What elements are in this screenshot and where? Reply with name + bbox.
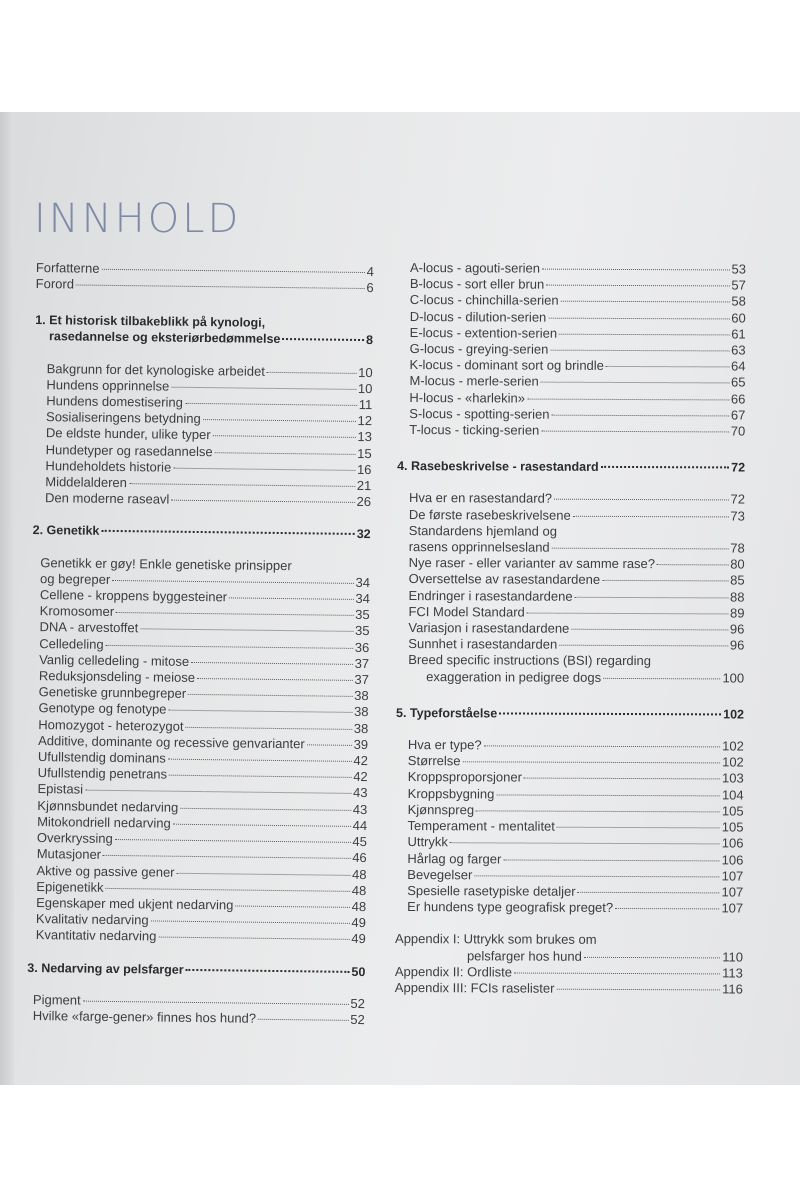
toc-entry-title: Hundetyper og rasedannelse — [45, 441, 213, 459]
leader-dots — [496, 794, 720, 796]
toc-entry-title: Forord — [35, 276, 75, 292]
toc-entry-title: Spesielle rasetypiske detaljer — [407, 882, 576, 899]
toc-entry-title: De første rasebeskrivelsene — [408, 506, 571, 523]
leader-dots — [180, 807, 351, 810]
leader-dots — [602, 580, 728, 582]
leader-dots — [578, 892, 720, 894]
toc-entry-page: 64 — [731, 358, 746, 374]
toc-entry-page: 67 — [730, 407, 746, 423]
toc-entry-title: Sosialiseringens betydning — [45, 409, 201, 427]
toc-entry — [409, 507, 745, 525]
toc-entry — [408, 770, 744, 788]
leader-dots — [173, 468, 355, 471]
toc-entry-page: 113 — [722, 965, 743, 981]
toc-entry-page: 102 — [722, 754, 744, 770]
leader-dots — [615, 908, 719, 909]
toc-entry-title: Hva er type? — [407, 737, 482, 753]
toc-entry-page: 4 — [366, 264, 374, 280]
leader-dots — [557, 827, 720, 829]
toc-entry-title: H-locus - «harlekin» — [409, 389, 526, 406]
toc-entry — [408, 636, 744, 654]
toc-entry-title: Celledeling — [39, 635, 104, 652]
toc-entry: pelsfarger hos hund 110 — [466, 947, 743, 965]
leader-dots — [171, 386, 356, 389]
toc-right-column — [395, 260, 746, 998]
toc-entry — [409, 572, 745, 590]
chapter-5-list — [395, 737, 744, 917]
toc-entry-title: Vanlig celledeling - mitose — [39, 651, 190, 669]
toc-entry-page: 15 — [357, 445, 372, 461]
toc-entry-page: 37 — [354, 655, 370, 671]
toc-entry-title: E-locus - extention-serien — [409, 324, 558, 341]
toc-entry-page: 116 — [722, 981, 743, 997]
toc-entry-title: Hundens domestisering — [46, 393, 183, 410]
toc-entry-title: Hva er en rasestandard? — [408, 490, 553, 507]
leader-dots — [115, 839, 351, 843]
toc-entry-title: Hårlag og farger — [407, 850, 502, 866]
leader-dots — [571, 629, 728, 631]
toc-entry — [410, 341, 746, 359]
toc-entry-page: 57 — [731, 277, 746, 293]
toc-entry-page: 36 — [354, 639, 370, 655]
leader-dots — [657, 564, 728, 565]
toc-entry-title: Homozygot - heterozygot — [38, 716, 184, 734]
toc-entry-title: Middelalderen — [45, 474, 128, 491]
toc-entry-title: Kvalitativ nedarving — [35, 911, 149, 928]
leader-dots — [548, 317, 729, 319]
leader-dots — [559, 334, 729, 336]
toc-entry-title: Oversettelse av rasestandardene — [408, 571, 601, 588]
locus-list — [397, 260, 746, 440]
toc-entry-page: 103 — [722, 770, 744, 786]
toc-entry-page: 107 — [721, 900, 744, 916]
leader-dots — [527, 398, 729, 400]
appendix-1-line1: Appendix I: Uttrykk som brukes om — [395, 931, 597, 948]
toc-entry — [33, 1008, 365, 1028]
leader-dots — [575, 596, 728, 598]
leader-dots — [103, 855, 350, 859]
leader-dots — [267, 371, 356, 373]
toc-entry — [410, 357, 746, 375]
toc-entry — [407, 818, 743, 836]
toc-entry-title: Hundeholdets historie — [45, 457, 172, 475]
toc-entry-page: 80 — [730, 556, 745, 572]
toc-entry — [410, 260, 746, 278]
toc-entry-page: 38 — [353, 720, 369, 736]
toc-entry — [408, 753, 744, 771]
toc-entry: exaggeration in pedigree dogs 100 — [426, 668, 745, 686]
toc-entry-page: 16 — [356, 461, 372, 477]
toc-entry — [410, 276, 746, 294]
chapter-4-heading: 4. Rasebeskrivelse - rasestandard 72 — [397, 459, 746, 475]
leader-dots — [229, 597, 353, 600]
leader-dots — [541, 431, 728, 433]
chapter-2-list — [36, 587, 370, 947]
toc-entry-title: FCI Model Standard — [408, 603, 525, 620]
toc-entry-page: 49 — [351, 915, 367, 931]
toc-entry-page: 107 — [721, 884, 744, 900]
leader-dots — [116, 612, 353, 616]
toc-entry-page: 104 — [721, 787, 744, 803]
toc-entry-title: Variasjon i rasestandardene — [408, 620, 570, 636]
toc-entry-page: 105 — [721, 819, 744, 835]
toc-entry-title: Genetiske grunnbegreper — [38, 684, 187, 702]
toc-entry-title: Additive, dominante og recessive genvarianter — [38, 732, 305, 752]
toc-entry-page: 11 — [358, 396, 373, 413]
toc-entry-title: Endringer i rasestandardene — [408, 587, 573, 604]
toc-entry-title: Er hundens type geografisk preget? — [407, 899, 614, 916]
book-page-photo — [0, 112, 800, 1085]
toc-entry-page: 38 — [353, 704, 369, 720]
toc-entry — [410, 309, 746, 327]
toc-entry-line1: Standardens hjemland og — [408, 522, 558, 539]
toc-entry-page: 21 — [356, 477, 372, 494]
leader-dots — [463, 762, 721, 764]
leader-dots — [191, 662, 352, 665]
toc-entry — [409, 373, 745, 391]
toc-entry-page: 72 — [730, 491, 745, 507]
chapter-1-title-line1: 1. Et historisk tilbakeblikk på kynologi, — [35, 313, 266, 331]
toc-entry-page: 46 — [352, 850, 367, 866]
leader-dots — [546, 285, 729, 287]
leader-dots — [151, 921, 350, 924]
toc-entry-page: 35 — [355, 607, 370, 623]
toc-entry-title: Ufullstendig penetrans — [37, 765, 168, 782]
toc-entry-title: Kjønnspreg — [407, 801, 475, 818]
toc-entry-page: 10 — [358, 364, 373, 380]
toc-entry-title: Ufullstendig dominans — [37, 749, 166, 766]
leader-dots — [158, 937, 349, 940]
toc-entry-page: 61 — [731, 326, 746, 342]
toc-entry-title: G-locus - greying-serien — [409, 341, 549, 357]
leader-dots — [169, 775, 351, 778]
toc-entry-page: 96 — [729, 637, 745, 653]
show-through-text — [500, 157, 730, 197]
chapter-3-heading: 3. Nedarving av pelsfarger 50 — [27, 960, 366, 979]
toc-entry-title: Hvilke «farge-gener» finnes hos hund? — [32, 1007, 257, 1026]
leader-dots — [258, 1019, 348, 1021]
toc-entry-title: Kromosomer — [39, 603, 115, 620]
leader-dots — [554, 499, 728, 501]
front-matter-list — [36, 260, 374, 297]
toc-entry — [408, 604, 744, 622]
leader-dots — [215, 452, 356, 455]
toc-entry-title: De eldste hunder, ulike typer — [45, 425, 211, 443]
toc-entry — [407, 867, 743, 885]
toc-left-column — [27, 260, 374, 1028]
toc-entry-title: Forfatterne — [35, 260, 100, 276]
leader-dots — [235, 905, 349, 907]
toc-entry-page: 45 — [352, 834, 368, 850]
toc-entry — [407, 834, 743, 852]
leader-dots — [173, 824, 351, 827]
toc-entry-title: Mitokondriell nedarving — [37, 813, 171, 831]
toc-entry-page: 58 — [731, 293, 746, 309]
toc-entry-title: M-locus - merle-serien — [409, 373, 539, 390]
leader-dots — [556, 989, 720, 991]
leader-dots — [106, 645, 353, 649]
toc-entry — [409, 490, 745, 508]
toc-entry-title: S-locus - spotting-serien — [409, 405, 550, 422]
leader-dots — [503, 859, 719, 861]
toc-entry-page: 37 — [354, 671, 369, 688]
toc-entry-page: 52 — [350, 995, 366, 1011]
leader-dots — [542, 269, 729, 271]
toc-entry-title: Mutasjoner — [36, 846, 102, 863]
toc-entry-page: 38 — [354, 688, 369, 704]
toc-entry-line1: Genetikk er gøy! Enkle genetiske prinsipper — [40, 554, 292, 573]
toc-entry-page: 66 — [730, 391, 746, 407]
toc-entry-title: Den moderne raseavl — [45, 490, 170, 507]
leader-dots — [213, 436, 356, 439]
toc-entry-title: Kroppsbygning — [407, 785, 495, 802]
toc-entry-page: 6 — [366, 280, 374, 296]
toc-entry — [395, 980, 743, 998]
toc-entry-page: 12 — [357, 413, 373, 429]
toc-entry — [409, 406, 745, 424]
leader-dots — [188, 694, 352, 697]
chapter-3-list — [27, 992, 365, 1029]
toc-entry-page: 96 — [729, 621, 745, 637]
toc-entry-page: 88 — [730, 589, 745, 605]
toc-entry-page: 89 — [729, 605, 745, 621]
toc-entry — [410, 325, 746, 343]
toc-entry-page: 63 — [731, 342, 746, 358]
toc-entry-title: Appendix II: Ordliste — [394, 963, 512, 980]
leader-dots — [203, 419, 356, 422]
toc-entry — [408, 588, 744, 606]
leader-dots — [606, 366, 729, 368]
toc-entry-title: Temperament - mentalitet — [407, 818, 555, 834]
toc-entry-page: 102 — [722, 738, 744, 754]
toc-entry-page: 106 — [721, 851, 744, 868]
toc-entry-page: 34 — [355, 590, 370, 607]
toc-entry — [407, 851, 743, 869]
toc-entry-page: 35 — [354, 623, 370, 639]
toc-entry-title: Cellene - kroppens byggesteiner — [39, 587, 228, 605]
toc-entry-page: 10 — [357, 380, 373, 396]
toc-entry-title: Pigment — [32, 991, 81, 1008]
leader-dots — [524, 778, 720, 780]
toc-entry — [409, 555, 745, 573]
toc-entry-title: Kvantitativ nedarving — [35, 927, 157, 944]
leader-dots — [561, 301, 730, 303]
toc-entry-title: D-locus - dilution-serien — [409, 308, 547, 325]
leader-dots — [197, 678, 352, 681]
toc-entry-page: 85 — [730, 572, 745, 588]
leader-dots — [168, 759, 352, 762]
toc-entry: og begreper 34 — [40, 570, 371, 590]
toc-entry-page: 49 — [351, 931, 366, 947]
toc-entry-page: 107 — [721, 868, 744, 884]
toc-entry — [410, 292, 746, 310]
toc-entry: rasens opprinnelsesland 78 — [408, 539, 745, 556]
toc-entry-title: Størrelse — [407, 753, 461, 769]
leader-dots — [559, 645, 728, 647]
leader-dots — [129, 483, 355, 487]
leader-dots — [168, 710, 352, 713]
toc-entry-title: B-locus - sort eller brun — [409, 276, 545, 292]
toc-entry-title: A-locus - agouti-serien — [409, 260, 541, 276]
leader-dots — [85, 790, 351, 794]
toc-entry-title: T-locus - ticking-serien — [409, 422, 540, 438]
leader-dots — [527, 612, 728, 614]
toc-entry-title: Genotype og fenotype — [38, 700, 167, 718]
toc-entry-title: Reduksjonsdeling - meiose — [38, 668, 196, 686]
leader-dots — [177, 872, 350, 875]
toc-entry-title: Egenskaper med ukjent nedarving — [36, 894, 234, 913]
toc-entry — [407, 883, 743, 901]
toc-entry — [409, 390, 745, 408]
toc-entry-page: 106 — [721, 835, 744, 851]
toc-entry-page: 60 — [731, 310, 746, 326]
leader-dots — [106, 888, 350, 892]
toc-entry-title: Appendix III: FCIs raselister — [394, 979, 555, 996]
leader-dots — [140, 629, 353, 633]
page-edge — [0, 112, 14, 1085]
toc-entry-line1: Breed specific instructions (BSI) regarding — [408, 652, 652, 669]
toc-entry — [408, 737, 744, 755]
toc-entry-page: 53 — [731, 261, 746, 277]
page-title: INNHOLD — [34, 196, 242, 242]
leader-dots — [514, 972, 720, 974]
toc-entry-title: Aktive og passive gener — [36, 862, 175, 880]
toc-entry-title: K-locus - dominant sort og brindle — [409, 357, 604, 374]
leader-dots — [186, 727, 352, 730]
leader-dots — [171, 500, 354, 503]
toc-entry-title: Epistasi — [37, 781, 84, 798]
leader-dots — [484, 745, 721, 747]
toc-entry-title: Sunnhet i rasestandarden — [408, 636, 558, 652]
toc-entry-page: 52 — [350, 1011, 365, 1027]
leader-dots — [550, 350, 729, 352]
leader-dots — [474, 875, 719, 877]
toc-entry — [407, 899, 743, 917]
chapter-4-list — [396, 490, 745, 686]
toc-entry-title: DNA - arvestoffet — [39, 619, 139, 636]
chapter-1-heading — [35, 312, 373, 348]
toc-entry-page: 48 — [351, 898, 367, 914]
toc-entry-title: Uttrykk — [407, 834, 448, 850]
leader-dots — [185, 403, 357, 406]
appendix-list — [395, 931, 743, 997]
toc-entry — [408, 786, 744, 804]
toc-entry-page: 65 — [730, 374, 746, 390]
toc-entry-title: Hundens opprinnelse — [46, 376, 170, 394]
leader-dots — [83, 1000, 349, 1004]
toc-entry-page: 48 — [351, 882, 367, 898]
leader-dots — [573, 515, 729, 517]
toc-entry-title: Overkryssing — [36, 830, 113, 847]
toc-entry — [408, 802, 744, 820]
toc-entry-page: 26 — [356, 494, 372, 510]
chapter-1-title-line2: rasedannelse og eksteriørbedømmelse 8 — [48, 329, 374, 348]
leader-dots — [307, 744, 352, 746]
chapter-5-heading: 5. Typeforståelse 102 — [395, 705, 745, 722]
chapter-1-list — [33, 361, 373, 511]
toc-entry-page: 42 — [353, 769, 368, 785]
toc-entry — [395, 964, 743, 982]
leader-dots — [551, 414, 728, 416]
toc-entry-title: C-locus - chinchilla-serien — [409, 292, 559, 309]
toc-entry-title: Epigenetikk — [36, 878, 104, 895]
toc-entry-title: Kroppsproporsjoner — [407, 769, 522, 786]
toc-entry-page: 105 — [721, 803, 744, 819]
leader-dots — [76, 285, 364, 290]
chapter-2-heading: 2. Genetikk 32 — [32, 523, 371, 542]
toc-entry-page: 44 — [352, 817, 368, 833]
toc-entry-title: Bakgrunn for det kynologiske arbeidet — [46, 360, 266, 379]
toc-entry-page: 42 — [353, 752, 368, 769]
toc-entry — [408, 620, 744, 638]
toc-entry-page: 13 — [357, 429, 372, 445]
leader-dots — [450, 843, 720, 845]
toc-entry-title: Kjønnsbundet nedarving — [37, 797, 179, 815]
toc-entry-page: 43 — [352, 801, 368, 817]
toc-entry-page: 39 — [353, 736, 369, 752]
leader-dots — [101, 269, 364, 273]
toc-entry-page: 73 — [730, 508, 745, 524]
leader-dots — [541, 382, 729, 384]
toc-entry-page: 48 — [351, 866, 367, 882]
toc-entry-page: 43 — [352, 785, 368, 801]
toc-entry — [409, 422, 745, 440]
toc-entry-title: Bevegelser — [407, 866, 473, 883]
toc-entry-page: 70 — [730, 423, 746, 439]
toc-entry-title: Nye raser - eller varianter av samme rase? — [408, 555, 656, 572]
leader-dots — [476, 810, 720, 812]
